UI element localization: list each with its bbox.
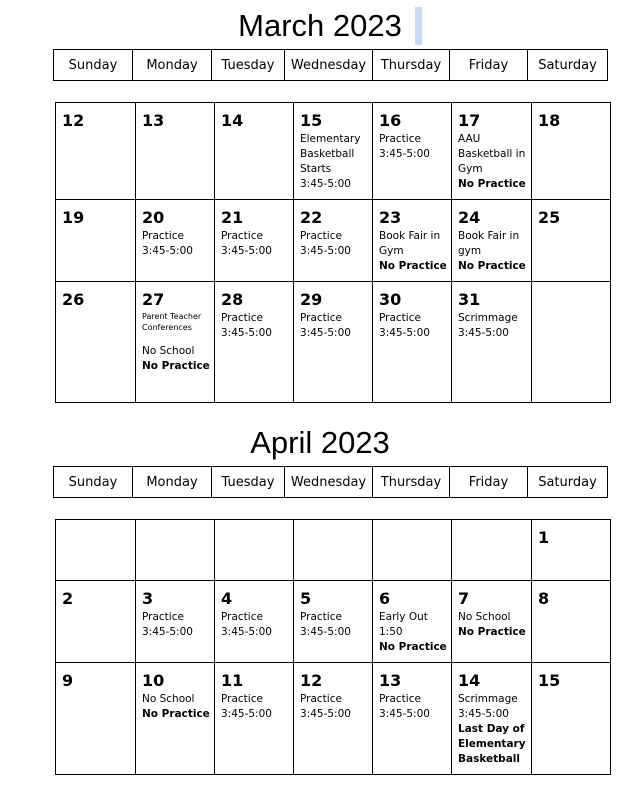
event-note: Practice — [300, 312, 342, 324]
day-cell — [373, 282, 452, 403]
march-weekday-header — [53, 49, 608, 81]
day-cell — [452, 200, 532, 282]
day-number: 8 — [538, 589, 550, 608]
event-note: Practice — [142, 230, 184, 242]
april-week-row — [56, 581, 611, 663]
event-note: 1:50 — [379, 626, 403, 638]
last-day-note: Last Day of — [458, 723, 525, 735]
day-cell — [294, 663, 373, 775]
event-note: Scrimmage — [458, 312, 518, 324]
weekday-tuesday: Tuesday — [212, 467, 285, 498]
day-number: 12 — [62, 111, 85, 130]
no-practice-note: No Practice — [379, 260, 447, 272]
event-note: Practice — [379, 693, 421, 705]
no-practice-note: No Practice — [379, 641, 447, 653]
march-calendar-grid — [55, 102, 611, 403]
day-number: 20 — [142, 208, 165, 227]
day-cell — [215, 103, 294, 200]
event-time: 3:45-5:00 — [221, 626, 272, 638]
day-number: 16 — [379, 111, 402, 130]
day-number: 3 — [142, 589, 154, 608]
day-number: 18 — [538, 111, 561, 130]
event-note: Practice — [379, 312, 421, 324]
no-practice-note: No Practice — [458, 626, 526, 638]
event-note: Parent Teacher — [142, 312, 202, 321]
weekday-thursday: Thursday — [373, 467, 450, 498]
last-day-note: Basketball — [458, 753, 520, 765]
event-time: 3:45-5:00 — [300, 245, 351, 257]
event-note: Basketball — [300, 148, 355, 160]
day-cell — [56, 103, 136, 200]
no-practice-note: No Practice — [458, 178, 526, 190]
event-note: Practice — [221, 230, 263, 242]
event-time: 3:45-5:00 — [379, 708, 430, 720]
weekday-friday: Friday — [450, 467, 528, 498]
event-time: 3:45-5:00 — [221, 245, 272, 257]
day-cell — [452, 663, 532, 775]
event-note: Practice — [379, 133, 421, 145]
event-note: Elementary — [300, 133, 361, 145]
day-cell — [532, 581, 611, 663]
event-note: Practice — [300, 693, 342, 705]
day-cell — [294, 103, 373, 200]
day-cell — [136, 282, 215, 403]
weekday-tuesday: Tuesday — [212, 50, 285, 81]
day-cell — [532, 103, 611, 200]
day-cell — [56, 520, 136, 581]
day-number: 13 — [379, 671, 402, 690]
event-note: Gym — [379, 245, 404, 257]
day-number: 2 — [62, 589, 74, 608]
day-number: 14 — [221, 111, 244, 130]
day-number: 30 — [379, 290, 402, 309]
day-cell — [532, 200, 611, 282]
april-week-row — [56, 663, 611, 775]
day-number: 13 — [142, 111, 165, 130]
event-note: Book Fair in — [458, 230, 520, 242]
day-number: 14 — [458, 671, 481, 690]
event-note: Practice — [221, 611, 263, 623]
event-note: No School — [142, 345, 195, 357]
day-cell — [452, 581, 532, 663]
day-number: 7 — [458, 589, 470, 608]
weekday-saturday: Saturday — [528, 50, 608, 81]
day-number: 25 — [538, 208, 561, 227]
day-cell — [452, 103, 532, 200]
event-note: Conferences — [142, 323, 192, 332]
day-cell — [215, 282, 294, 403]
day-cell — [136, 520, 215, 581]
day-cell — [215, 581, 294, 663]
event-note: Practice — [221, 693, 263, 705]
day-number: 9 — [62, 671, 74, 690]
day-number: 6 — [379, 589, 391, 608]
day-cell — [532, 520, 611, 581]
last-day-note: Elementary — [458, 738, 526, 750]
day-number: 19 — [62, 208, 85, 227]
event-note: Early Out — [379, 611, 428, 623]
no-practice-note: No Practice — [142, 360, 210, 372]
day-number: 24 — [458, 208, 481, 227]
day-cell — [294, 520, 373, 581]
weekday-monday: Monday — [133, 467, 212, 498]
day-number: 21 — [221, 208, 244, 227]
day-number: 15 — [300, 111, 323, 130]
day-cell — [532, 282, 611, 403]
event-note: No School — [458, 611, 511, 623]
event-time: 3:45-5:00 — [300, 708, 351, 720]
day-cell — [373, 200, 452, 282]
no-practice-note: No Practice — [142, 708, 210, 720]
day-number: 17 — [458, 111, 481, 130]
day-number: 22 — [300, 208, 323, 227]
day-cell — [56, 581, 136, 663]
weekday-wednesday: Wednesday — [285, 467, 373, 498]
event-time: 3:45-5:00 — [221, 327, 272, 339]
day-number: 28 — [221, 290, 244, 309]
weekday-thursday: Thursday — [373, 50, 450, 81]
day-cell — [136, 663, 215, 775]
day-number: 12 — [300, 671, 323, 690]
event-time: 3:45-5:00 — [300, 626, 351, 638]
april-weekday-header — [53, 466, 608, 498]
event-note: Practice — [221, 312, 263, 324]
event-note: No School — [142, 693, 195, 705]
weekday-monday: Monday — [133, 50, 212, 81]
march-week-row — [56, 200, 611, 282]
event-note: Starts — [300, 163, 332, 175]
day-cell — [373, 581, 452, 663]
text-cursor-highlight — [415, 7, 422, 45]
weekday-friday: Friday — [450, 50, 528, 81]
weekday-sunday: Sunday — [54, 467, 133, 498]
event-time: 3:45-5:00 — [300, 178, 351, 190]
april-calendar-grid — [55, 519, 611, 775]
day-number: 4 — [221, 589, 233, 608]
day-number: 11 — [221, 671, 244, 690]
day-cell — [136, 200, 215, 282]
day-cell — [373, 520, 452, 581]
event-time: 3:45-5:00 — [142, 245, 193, 257]
no-practice-note: No Practice — [458, 260, 526, 272]
day-number: 26 — [62, 290, 85, 309]
day-cell — [136, 103, 215, 200]
april-week-row — [56, 520, 611, 581]
event-note: Scrimmage — [458, 693, 518, 705]
day-cell — [294, 282, 373, 403]
event-time: 3:45-5:00 — [379, 148, 430, 160]
day-number: 31 — [458, 290, 481, 309]
day-cell — [56, 282, 136, 403]
day-cell — [294, 581, 373, 663]
day-number: 1 — [538, 528, 550, 547]
april-title: April 2023 — [250, 425, 390, 460]
day-cell — [532, 663, 611, 775]
event-time: 3:45-5:00 — [379, 327, 430, 339]
day-cell — [136, 581, 215, 663]
event-time: 3:45-5:00 — [221, 708, 272, 720]
event-note: Basketball in — [458, 148, 526, 160]
weekday-sunday: Sunday — [54, 50, 133, 81]
day-cell — [452, 520, 532, 581]
day-number: 23 — [379, 208, 402, 227]
event-time: 3:45-5:00 — [142, 626, 193, 638]
event-note: AAU — [458, 133, 481, 145]
day-cell — [56, 200, 136, 282]
day-cell — [56, 663, 136, 775]
day-number: 27 — [142, 290, 165, 309]
march-week-row — [56, 103, 611, 200]
march-week-row — [56, 282, 611, 403]
march-title: March 2023 — [238, 8, 402, 43]
weekday-wednesday: Wednesday — [285, 50, 373, 81]
day-number: 15 — [538, 671, 561, 690]
event-note: Practice — [300, 611, 342, 623]
day-cell — [373, 663, 452, 775]
day-number: 10 — [142, 671, 165, 690]
event-note: Book Fair in — [379, 230, 441, 242]
day-number: 5 — [300, 589, 312, 608]
event-time: 3:45-5:00 — [458, 327, 509, 339]
event-note: Practice — [142, 611, 184, 623]
event-note: Gym — [458, 163, 483, 175]
spacer — [136, 333, 214, 344]
day-cell — [215, 200, 294, 282]
day-cell — [215, 663, 294, 775]
event-time: 3:45-5:00 — [458, 708, 509, 720]
day-cell — [373, 103, 452, 200]
event-time: 3:45-5:00 — [300, 327, 351, 339]
day-cell — [215, 520, 294, 581]
day-cell — [294, 200, 373, 282]
weekday-saturday: Saturday — [528, 467, 608, 498]
day-cell — [452, 282, 532, 403]
event-note: Practice — [300, 230, 342, 242]
event-note: gym — [458, 245, 482, 257]
day-number: 29 — [300, 290, 323, 309]
